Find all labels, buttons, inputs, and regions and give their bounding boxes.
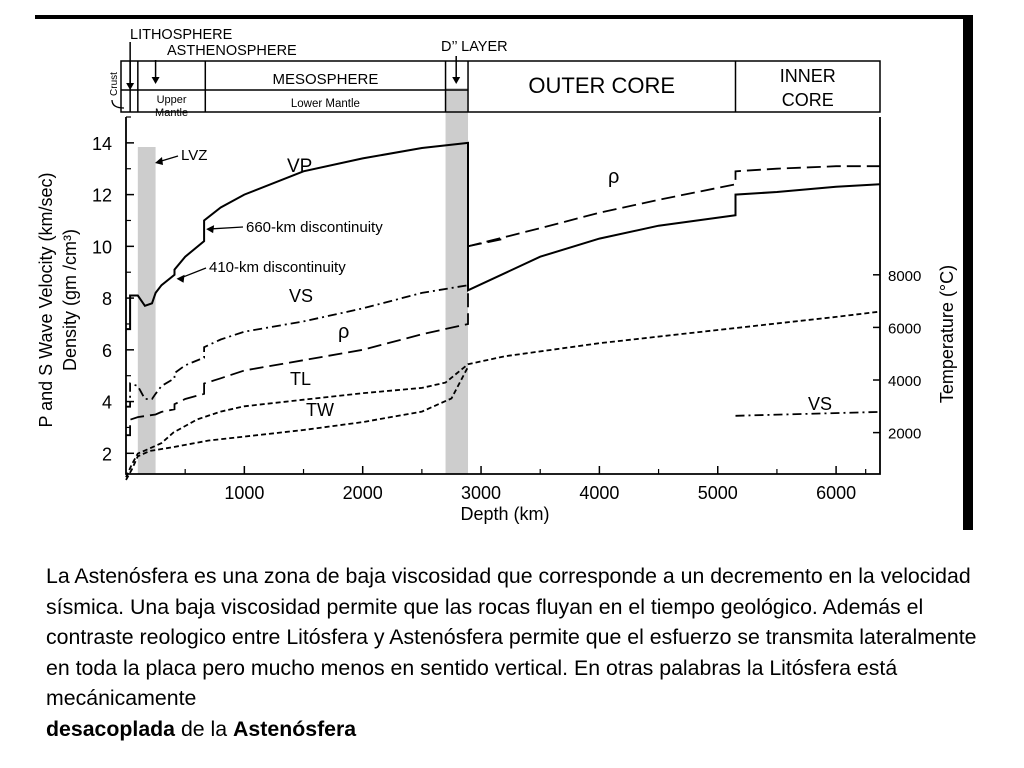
caption-bold-desacoplada: desacoplada [46, 716, 176, 741]
layer-label-lithosphere: LITHOSPHERE [130, 27, 233, 43]
layer-label-mesosphere: MESOSPHERE [272, 71, 379, 88]
layer-label-mantle: Mantle [155, 107, 189, 119]
annotation-arrowhead-410 [177, 275, 185, 283]
arrow-lithosphere-head [126, 83, 134, 90]
series-label-vp [287, 156, 312, 177]
caption-mid: de la [175, 716, 234, 741]
series-line-3 [468, 239, 505, 247]
y-axis-title-left-2: Density (gm /cm³) [60, 228, 80, 372]
layer-label-lower-mantle: Lower Mantle [290, 98, 360, 110]
series-label-rho-core: ρ [608, 166, 620, 188]
annotation-arrowhead-660 [206, 225, 214, 233]
arrow-crust [112, 100, 124, 108]
layer-label-outer-core: OUTER CORE [528, 73, 676, 98]
layer-label-upper: Upper [156, 94, 187, 106]
y-axis-title-left-1: P and S Wave Velocity (km/sec) [36, 172, 56, 428]
y2-tick-label-1: 4000 [888, 373, 922, 391]
layer-label-core: CORE [781, 90, 834, 110]
x-tick-label-0: 1000 [224, 483, 265, 503]
layer-label-d-layer: D’’ LAYER [441, 39, 508, 55]
x-tick-label-1: 2000 [342, 483, 383, 503]
caption-paragraph [46, 561, 996, 744]
shaded-zone-0 [138, 147, 156, 474]
x-tick-label-4: 5000 [697, 483, 738, 503]
annotation-660: 660-km discontinuity [246, 219, 383, 236]
y-tick-label-6: 14 [91, 133, 112, 154]
x-tick-label-3: 4000 [579, 483, 620, 503]
x-tick-label-2: 3000 [461, 483, 502, 503]
series-label-rho: ρ [338, 321, 350, 343]
annotation-arrowhead-lvz [155, 157, 163, 165]
series-label-vs-inner: VS [808, 394, 833, 414]
axes-frame [126, 117, 880, 474]
y-tick-label-1: 4 [101, 392, 112, 413]
series-label-tw: TW [306, 400, 334, 420]
arrow-asthenosphere-head [152, 77, 160, 84]
shaded-zones [138, 88, 468, 474]
layer-headers [109, 27, 880, 119]
y-tick-label-4: 10 [91, 237, 112, 258]
chart-axes [92, 117, 921, 503]
series-label-vs: VS [289, 286, 314, 306]
layer-label-asthenosphere: ASTHENOSPHERE [167, 43, 297, 59]
y-tick-label-5: 12 [91, 185, 112, 206]
caption-text: La Astenósfera es una zona de baja viscosidad que corresponde a un decremento en la velocidad sísmica. Una baja viscosidad permite que las rocas fluyan en el tiempo geológico. Además el contraste reologico entre Litósfera y Astenósfera permite que el esfuerzo se transmita lateralmente en toda la placa pero mucho menos en sentido vertical. En otras palabras la Litósfera está mecánicamente [46, 564, 977, 710]
layer-label-inner: INNER [779, 66, 836, 86]
y2-tick-label-3: 8000 [888, 267, 922, 285]
x-axis-title: Depth (km) [460, 504, 550, 524]
arrow-d-layer-head [452, 77, 460, 84]
chart-labels [36, 147, 957, 524]
y2-tick-label-0: 2000 [888, 425, 922, 443]
annotation-410: 410-km discontinuity [209, 259, 346, 276]
figure-top-border [35, 15, 973, 19]
caption-bold-astenosfera: Astenósfera [233, 716, 357, 741]
zone-label-lvz: LVZ [181, 147, 208, 164]
y2-tick-label-2: 6000 [888, 320, 922, 338]
series-label-vp-main: VP [287, 156, 313, 177]
y-axis-title-right: Temperature (°C) [937, 264, 957, 404]
chart-series [126, 143, 880, 480]
figure-right-border [963, 15, 973, 530]
x-tick-label-5: 6000 [816, 483, 857, 503]
y-tick-label-0: 2 [101, 444, 112, 465]
y-tick-label-3: 8 [101, 289, 112, 310]
series-line-4 [126, 312, 880, 478]
series-line-2 [126, 166, 880, 435]
layer-label-crust: Crust [109, 72, 120, 96]
series-line-0 [126, 143, 880, 329]
header-frame [121, 61, 880, 112]
y-tick-label-2: 6 [101, 340, 112, 361]
series-label-tl: TL [290, 369, 312, 389]
